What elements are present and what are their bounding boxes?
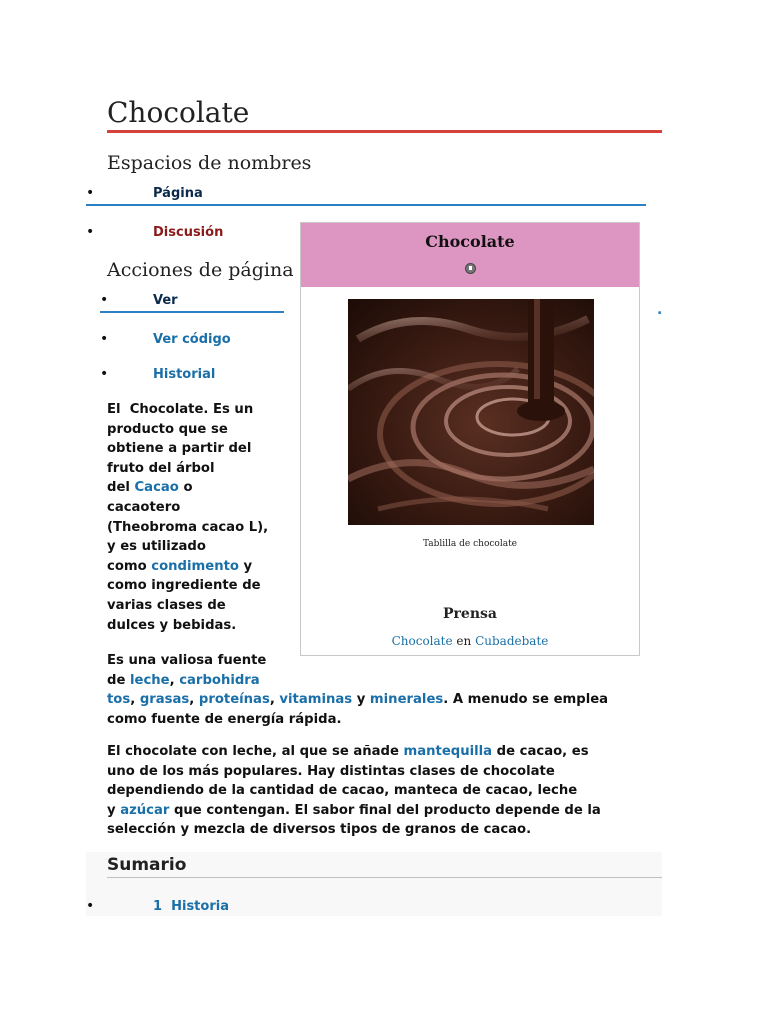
action-ver-codigo[interactable]: Ver código (153, 332, 231, 347)
toc-item-label: Historia (171, 899, 229, 914)
article-link[interactable]: Cacao (134, 480, 179, 496)
article-link[interactable]: leche (129, 672, 170, 688)
action-ver[interactable]: Ver (153, 293, 178, 308)
text-run: y (238, 558, 253, 574)
namespaces-heading: Espacios de nombres (107, 152, 312, 174)
infobox-header (301, 223, 639, 287)
text-run: (Theobroma cacao L), (107, 519, 269, 535)
infobox-source (301, 634, 639, 648)
text-run: Es una valiosa fuente (107, 653, 267, 668)
nutrition-paragraph (107, 651, 667, 729)
text-line (107, 671, 667, 691)
text-line (107, 801, 667, 821)
article-link[interactable]: minerales (369, 692, 444, 708)
chocolate-swirl-image[interactable] (348, 299, 594, 525)
text-run: , (169, 672, 180, 688)
title-underline (107, 130, 662, 133)
toc-underline (107, 877, 662, 878)
infobox-source-connector: en (456, 634, 472, 648)
text-line (107, 459, 292, 479)
text-line (107, 498, 292, 518)
article-link[interactable]: mantequilla (403, 744, 493, 759)
varieties-paragraph (107, 742, 667, 840)
text-line (107, 576, 292, 596)
text-run: como ingrediente de (107, 578, 261, 594)
text-line (107, 781, 667, 801)
bullet-icon: • (100, 331, 109, 347)
bullet-icon: • (86, 898, 95, 914)
bullet-icon: • (100, 366, 109, 382)
infobox-site-link[interactable]: Cubadebate (475, 634, 549, 648)
text-run: , (269, 692, 280, 708)
text-line (107, 420, 292, 440)
text-line (107, 557, 292, 577)
bullet-icon: • (86, 185, 95, 201)
article-link[interactable]: tos (107, 692, 131, 708)
infobox-image-caption: Tablilla de chocolate (422, 539, 518, 549)
text-run: dulces y bebidas. (107, 617, 237, 633)
text-line (107, 690, 667, 710)
info-circle-icon[interactable] (465, 263, 476, 274)
text-run: y es utilizado (107, 539, 206, 555)
page-title: Chocolate (107, 96, 250, 129)
article-link[interactable]: carbohidra (179, 672, 260, 688)
text-run: selección y mezcla de diversos tipos de granos de cacao. (107, 822, 532, 838)
text-run: producto que se (107, 421, 228, 437)
text-run: uno de los más populares. Hay distintas clases de chocolate (107, 763, 555, 779)
tab-pagina[interactable]: Página (153, 186, 203, 201)
text-line (107, 651, 667, 671)
infobox-title: Chocolate (425, 232, 515, 251)
text-run: de (107, 672, 130, 688)
text-run: El Chocolate. Es un (107, 402, 254, 417)
text-line (107, 616, 292, 636)
text-line (107, 400, 292, 420)
text-run: del (107, 480, 135, 496)
text-line (107, 596, 292, 616)
text-line (107, 439, 292, 459)
article-link[interactable]: grasas (139, 692, 190, 708)
toc-item-historia[interactable] (153, 899, 229, 914)
text-run: o (178, 480, 193, 496)
text-line (107, 820, 667, 840)
action-tab-underline (100, 311, 284, 313)
infobox-source-link[interactable]: Chocolate (391, 634, 453, 648)
actions-heading: Acciones de página (107, 259, 294, 281)
article-link[interactable]: vitaminas (279, 692, 353, 708)
text-run: que contengan. El sabor final del producto depende de la (169, 802, 601, 818)
text-run: , (189, 692, 199, 708)
text-run: obtiene a partir del (107, 441, 252, 457)
action-historial[interactable]: Historial (153, 367, 216, 382)
text-line (107, 518, 292, 538)
text-run: El chocolate con leche, al que se añade (107, 744, 404, 759)
text-run: , (130, 692, 140, 708)
text-run: . A menudo se emplea (443, 692, 609, 708)
toc-heading: Sumario (107, 855, 187, 875)
text-line (107, 537, 292, 557)
text-line (107, 762, 667, 782)
text-run: fruto del árbol (107, 460, 215, 476)
stray-dot: . (657, 302, 663, 318)
bullet-icon: • (100, 292, 109, 308)
tab-discusion[interactable]: Discusión (153, 225, 224, 240)
bullet-icon: • (86, 224, 95, 240)
text-run: de cacao, es (492, 744, 589, 759)
text-run: varias clases de (107, 597, 226, 613)
text-run: y (107, 802, 121, 818)
namespace-tab-underline (86, 204, 646, 206)
toc-item-number: 1 (153, 899, 163, 914)
article-link[interactable]: proteínas (198, 692, 270, 708)
infobox (300, 222, 640, 656)
article-link[interactable]: condimento (151, 558, 239, 574)
text-line (107, 710, 667, 730)
text-run: como fuente de energía rápida. (107, 711, 342, 727)
infobox-section-heading: Prensa (443, 606, 497, 622)
article-link[interactable]: azúcar (120, 802, 170, 818)
intro-paragraph (107, 400, 292, 635)
text-run: dependiendo de la cantidad de cacao, manteca de cacao, leche (107, 783, 578, 799)
text-run: y (352, 692, 370, 708)
text-line (107, 742, 667, 762)
text-run: como (107, 558, 152, 574)
text-line (107, 478, 292, 498)
text-run: cacaotero (107, 499, 181, 515)
